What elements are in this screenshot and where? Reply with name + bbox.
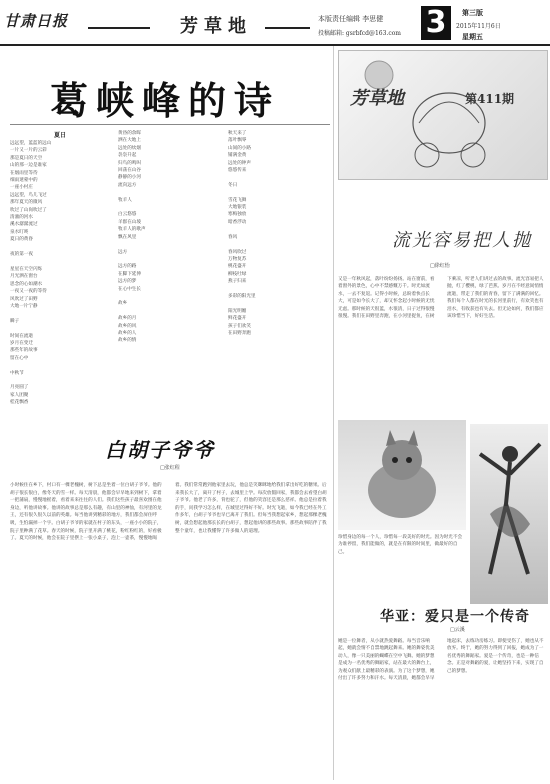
poem-column-1: 远远望，蓝蓝的远山 一片又一片的云彩 那是夏日的天空 山的那一边是谁家 在烟雨里等待 细雨迷蒙中的 一座小村庄 远远望，鸟儿飞过 那年夏天的微风 吹过了山岗吹过了 清澈的河水 溪水潺潺流过 泉水叮咚 夏日的黄昏 夜的第一夜 星星在天空闪烁 月光洒在窗台 思念的心如潮水 一夜又一夜的等待 风吹过了田野 大地一片宁静 瞬子 时间在流逝 岁月在变迁 那些年的故事 留在心中 中秋节 月亮圆了 家人团聚 桂花飘香 <box>10 141 52 406</box>
essay2-title: 华亚：爱只是一个传奇 <box>380 609 530 625</box>
page-header <box>0 0 550 46</box>
header-rule <box>0 44 550 46</box>
story-body: 小时候住在乡下，村口有一棵老槐树，树下总是坐着一位白胡子爷爷。他的胡子很长很白，像冬天的雪一样。每天清晨，他都会早早地来到树下，拿着一把蒲扇，慢慢地摇着，看着来来往往的人们。我们这些孩子最喜欢围在他身边，听他讲故事。他讲的故事总是那么有趣，有山里的神仙，有河里的龙王，还有很久很久以前的英雄。每当他讲到精彩的地方，我们都会屏住呼吸，生怕漏掉一个字。白胡子爷爷的家就在村子的东头，一座小小的院子，院子里种满了花草。春天的时候，院子里开满了桃花，粉红粉红的，好看极了。夏天的时候，他会在院子里摆上一张小桌子，泡上一壶茶，慢慢地喝着。我们常常跑到他家里去玩，他总是笑眯眯地给我们拿出好吃的糖果。后来我长大了，离开了村子，去城里上学。每次放假回家，我都会去看望白胡子爷爷。他老了许多，背也驼了，但他的笑容还是那么慈祥。他总是拉着我的手，问我学习怎么样，在城里过得好不好。时光飞逝，如今我已经在外工作多年，白胡子爷爷也早已离开了我们。但每当我想起家乡，想起那棵老槐树，就会想起他那长长的白胡子，想起他讲的那些故事。那些故事陪伴了我整个童年，也让我懂得了许多做人的道理。 <box>10 483 327 542</box>
section-title: 芳草地 <box>180 16 252 37</box>
essay1-body: 又是一年秋风起，落叶纷纷扬扬。站在窗前，看着窗外的景色，心中不禁感慨万千。时光如流水，一去不复返。记得小时候，总盼着快点长大，可是如今长大了，却又怀念起小时候的无忧无虑。那时候的天很蓝，水很清，日子过得很慢很慢。我们在田野里奔跑，在小河里捉鱼，在树下乘凉，听老人们讲过去的故事。流光容易把人抛，红了樱桃，绿了芭蕉。岁月在不经意间悄悄流逝，带走了我们的青春，留下了满满的回忆。我们每个人都在时光的长河里前行，有欢笑也有泪水，有收获也有失去。但无论如何，我们都应该珍惜当下，好好生活。 <box>338 277 544 320</box>
cat-photo <box>338 420 466 530</box>
masthead-logo: 甘肃日报 <box>4 12 69 30</box>
header-divider-left <box>88 27 150 29</box>
page-number: 3 <box>421 6 451 40</box>
essay2-byline: □云溪 <box>450 627 465 633</box>
dancer-silhouette <box>470 424 548 604</box>
issue-weekday: 星期五 <box>462 32 483 41</box>
poem-column-3: 秋天来了 落叶飘零 山间的小路 铺满金黄 远处的钟声 悠悠传来 冬日 雪花飞舞 大地银装 寒梅独放 暗香浮动 春风 春风吹过 万物复苏 桃花盛开 柳枝吐绿 燕子归来 多彩的阳光里 阳光明媚 鲜花盛开 孩子们欢笑 在田野奔跑 <box>228 131 256 336</box>
edition-label: 第三版 <box>462 8 483 17</box>
essay1-byline: □徐红怡 <box>430 263 450 269</box>
column-divider <box>333 46 334 780</box>
essay1-body-continued: 珍惜身边的每一个人，珍惜每一段美好的时光。因为时光不会为谁停留，我们能做的，就是在有限的时间里，做最好的自己。 <box>338 535 463 555</box>
cat-illustration <box>338 420 466 530</box>
banner-illustration <box>338 50 548 180</box>
essay2-body: 她是一位舞者，从小就热爱舞蹈。每当音乐响起，她就会情不自禁地跳起舞来。她的舞姿优美动人，像一只美丽的蝴蝶在空中飞舞。她的梦想是成为一名优秀的舞蹈家，站在最大的舞台上，为观众们献上最精彩的表演。为了这个梦想，她付出了许多努力和汗水。每天清晨，她都会早早地起床，去练功房练习。即使受伤了，她也从不放弃。终于，她的努力得到了回报，她成为了一名优秀的舞蹈家。爱是一个传奇，也是一种信念。正是对舞蹈的爱，让她坚持下来，实现了自己的梦想。 <box>338 639 544 682</box>
story-byline: □张红程 <box>160 465 180 471</box>
essay1-title: 流光容易把人抛 <box>392 230 532 251</box>
poem-heading: 夏日 <box>53 132 66 139</box>
poems-title: 葛峡峰的诗 <box>49 79 280 123</box>
banner-issue-number: 第411期 <box>465 92 515 106</box>
dancer-photo <box>470 424 548 604</box>
submission-email: 投稿邮箱: gsrbfcd@163.com <box>318 30 402 37</box>
banner-title: 芳草地 <box>350 88 404 109</box>
issue-date: 2015年11月6日 <box>456 23 501 30</box>
editor-credit: 本版责任编辑 李思健 <box>318 15 384 23</box>
carriage-illustration <box>339 51 548 180</box>
story-title: 白胡子爷爷 <box>105 438 215 462</box>
poems-title-rule <box>10 124 330 125</box>
poem-column-2: 黄昏的余晖 洒在大地上 远处的炊烟 袅袅升起 归鸟的鸣叫 回荡在山谷 静静的小河 流向远方 牧羊人 白云悠悠 羊群在山坡 牧羊人的歌声 飘在风里 远方 远方的路 在脚下延伸 远方的梦 在心中生长 故乡 故乡的月 故乡的风 故乡的人 故乡的情 <box>118 131 146 344</box>
header-divider-right <box>265 27 310 29</box>
